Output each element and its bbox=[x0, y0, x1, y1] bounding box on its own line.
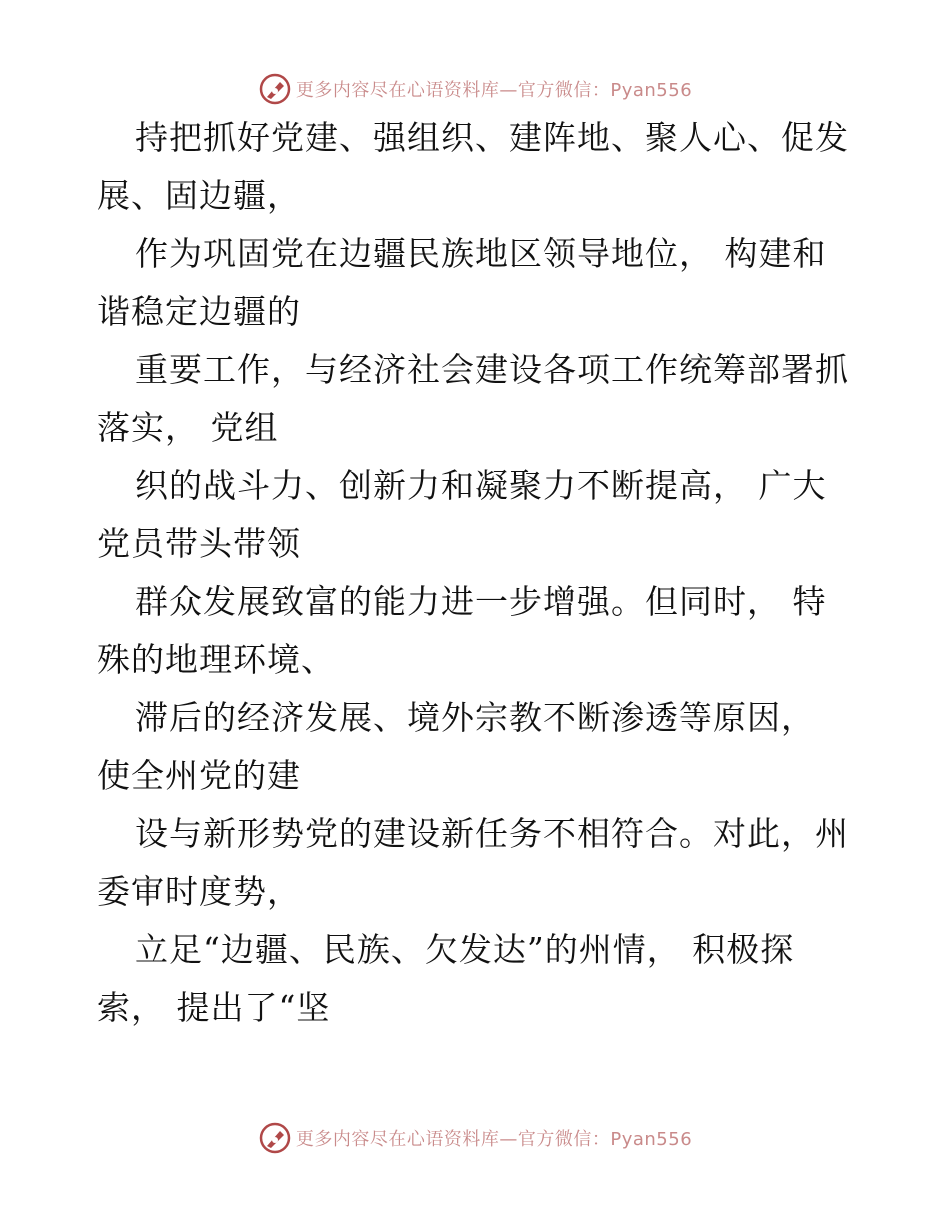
watermark-text: 更多内容尽在心语资料库—官方微信：Pyan556 bbox=[295, 1129, 693, 1150]
body-line: 落实， 党组 bbox=[97, 408, 279, 447]
body-line: 群众发展致富的能力进一步增强。但同时， 特 bbox=[135, 582, 827, 621]
watermark-text: 更多内容尽在心语资料库—官方微信：Pyan556 bbox=[295, 80, 693, 101]
pen-nib-logo-icon bbox=[258, 1121, 292, 1155]
body-line: 作为巩固党在边疆民族地区领导地位， 构建和 bbox=[135, 234, 827, 273]
body-line: 使全州党的建 bbox=[97, 756, 301, 795]
body-line: 谐稳定边疆的 bbox=[97, 292, 301, 331]
body-line: 展、固边疆， bbox=[97, 176, 301, 215]
body-line: 重要工作，与经济社会建设各项工作统筹部署抓 bbox=[135, 350, 849, 389]
pen-nib-logo-icon bbox=[258, 72, 292, 106]
footer-watermark bbox=[0, 1121, 950, 1155]
body-line: 党员带头带领 bbox=[97, 524, 301, 563]
body-line: 立足“边疆、民族、欠发达”的州情， 积极探 bbox=[135, 930, 795, 969]
body-line: 滞后的经济发展、境外宗教不断渗透等原因， bbox=[135, 698, 815, 737]
body-line: 殊的地理环境、 bbox=[97, 640, 335, 679]
body-line: 设与新形势党的建设新任务不相符合。对此，州 bbox=[135, 814, 849, 853]
body-line: 索， 提出了“坚 bbox=[97, 988, 331, 1027]
body-line: 委审时度势， bbox=[97, 872, 301, 911]
header-watermark bbox=[0, 72, 950, 106]
body-line: 持把抓好党建、强组织、建阵地、聚人心、促发 bbox=[135, 118, 849, 157]
body-line: 织的战斗力、创新力和凝聚力不断提高， 广大 bbox=[135, 466, 827, 505]
